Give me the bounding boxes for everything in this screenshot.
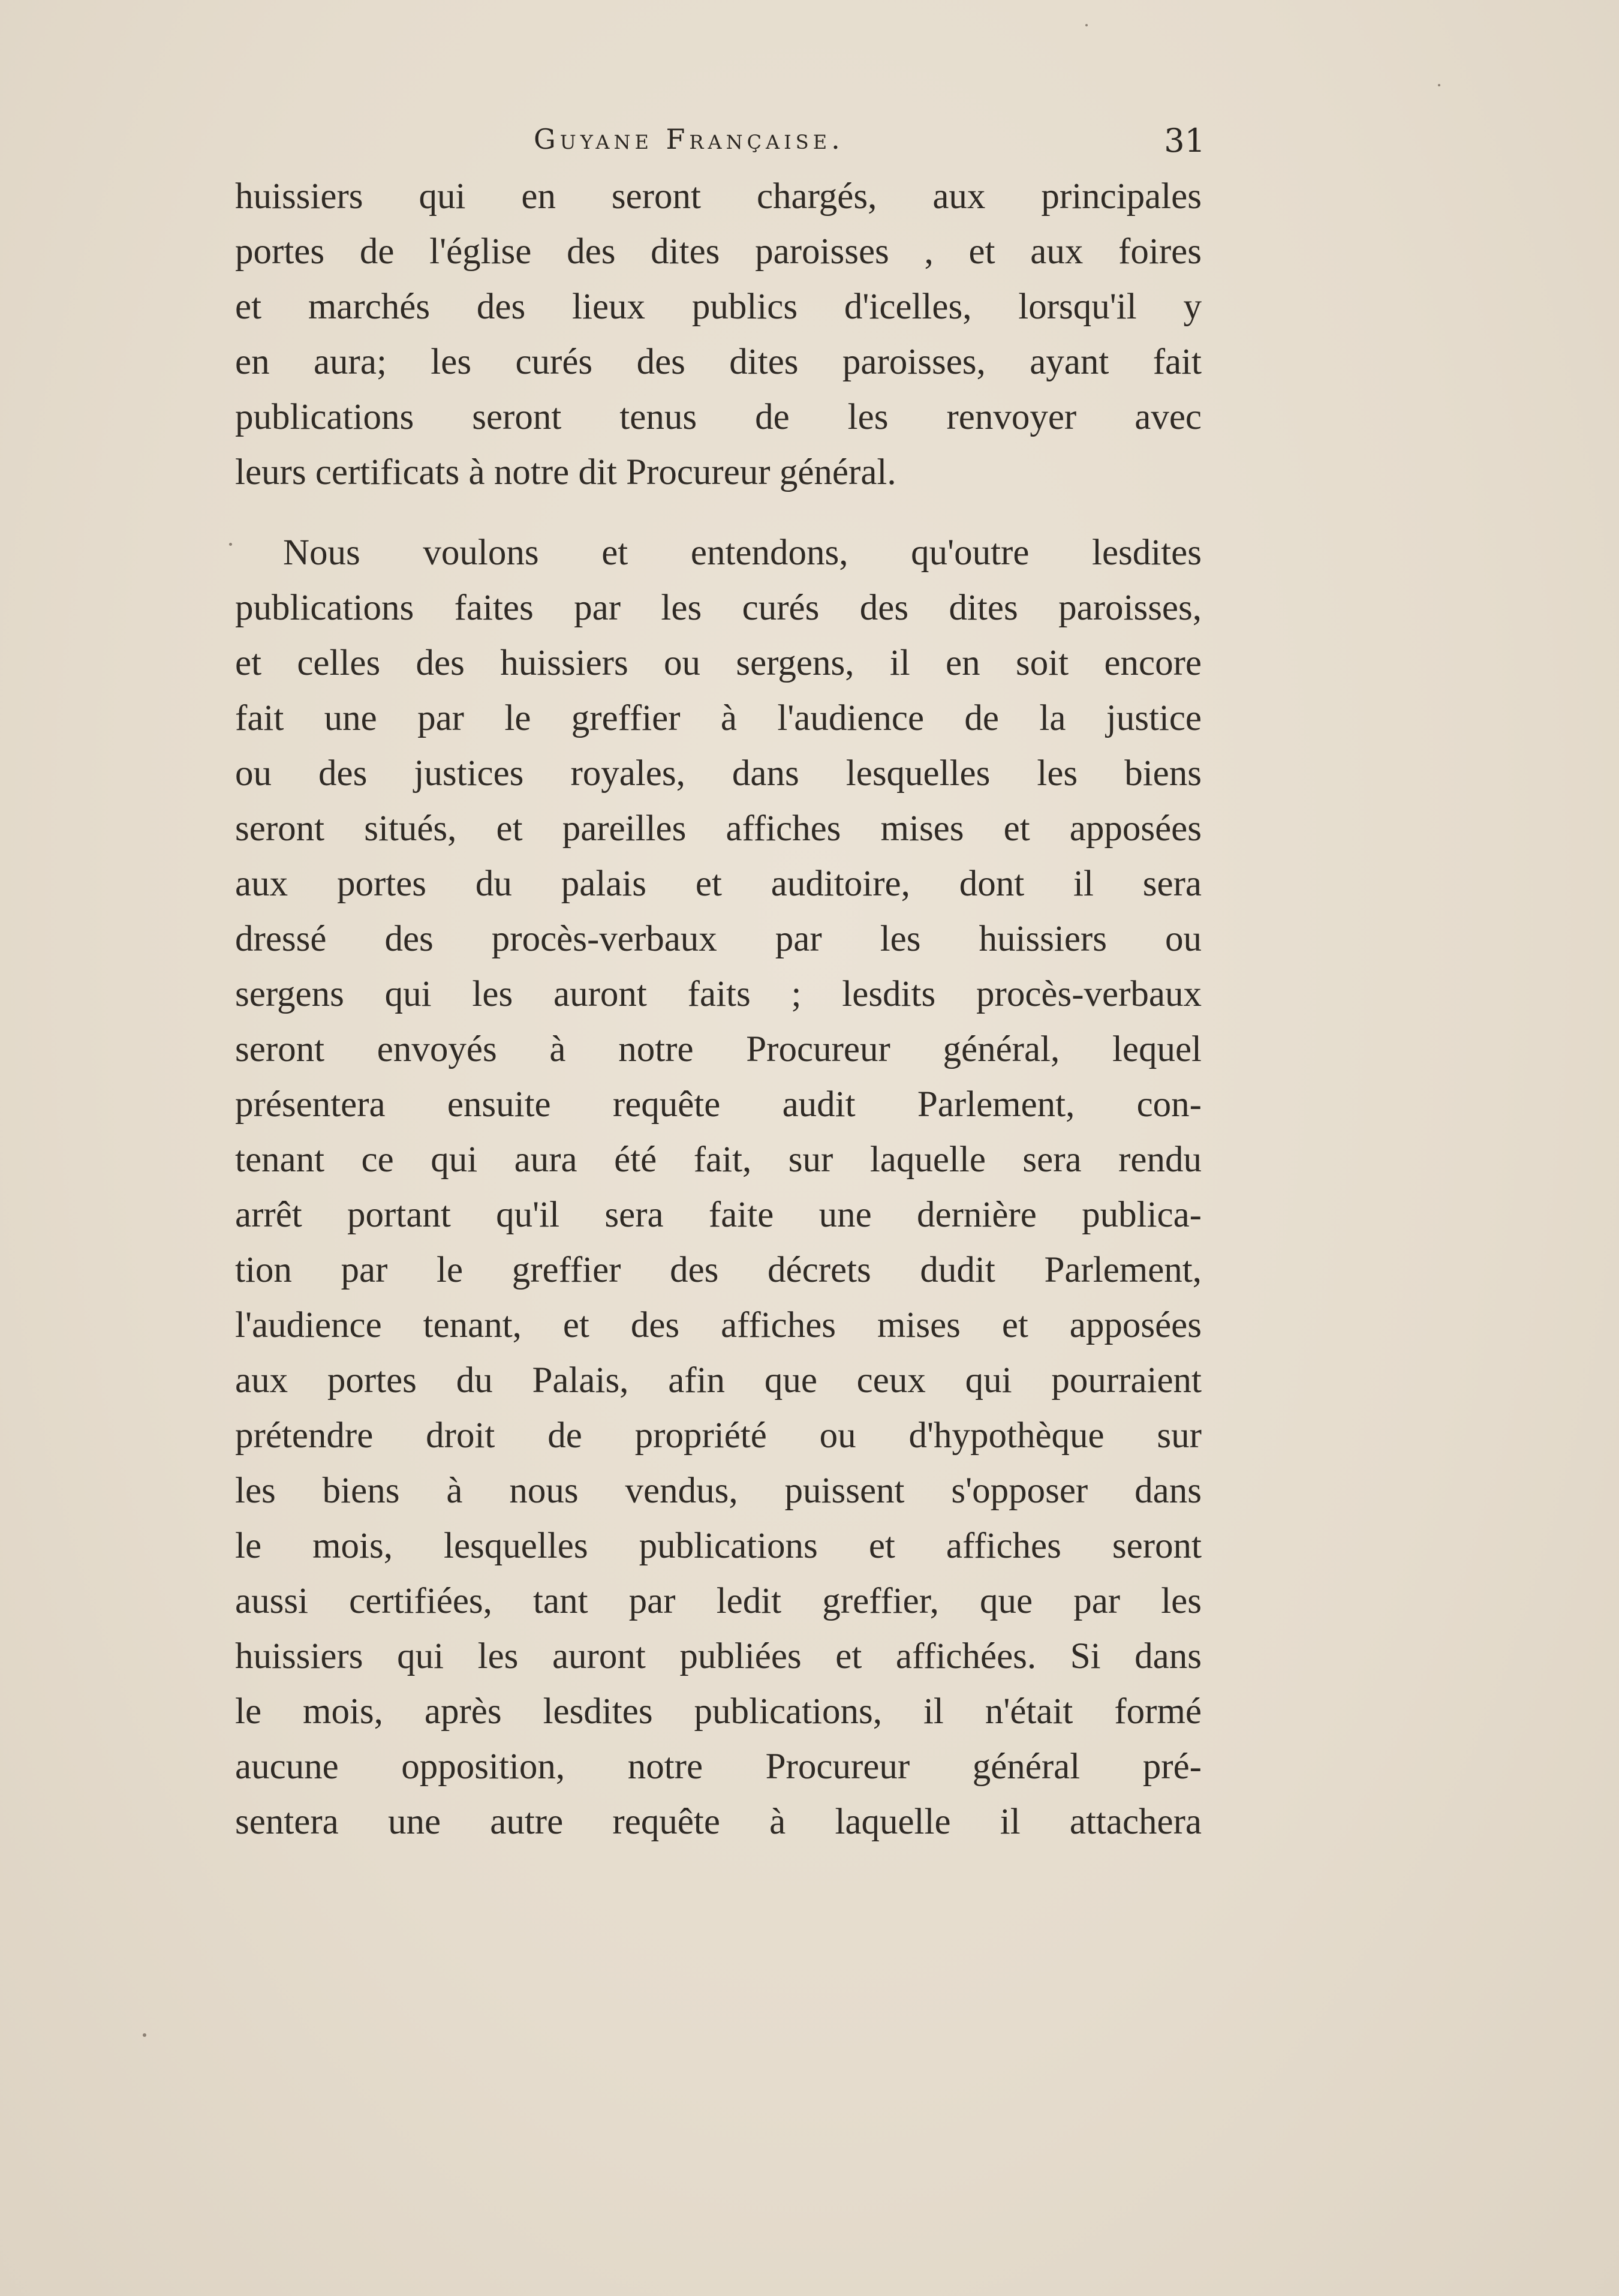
text-line: leurs certificats à notre dit Procureur général. (235, 452, 896, 492)
text-line: sergens qui les auront faits ; lesdits procès-verbaux (235, 974, 1202, 1014)
body-text (235, 169, 1202, 1850)
text-line: ou des justices royales, dans lesquelles les biens (235, 753, 1202, 794)
paper-speck (229, 543, 232, 546)
page-header (534, 123, 1205, 165)
text-line: seront envoyés à notre Procureur général, lequel (235, 1029, 1202, 1069)
paragraph-break (235, 500, 1202, 525)
running-title: Guyane Française. (534, 123, 844, 155)
text-line: aussi certifiées, tant par ledit greffier, que par les (235, 1581, 1202, 1621)
paper-speck (143, 2033, 146, 2037)
text-line: publications seront tenus de les renvoyer avec (235, 397, 1202, 437)
text-line: huissiers qui en seront chargés, aux principales (235, 176, 1202, 217)
paper-speck (1438, 84, 1440, 86)
text-line: dressé des procès-verbaux par les huissiers ou (235, 919, 1202, 959)
text-line: le mois, après lesdites publications, il n'était formé (235, 1691, 1202, 1732)
paper-speck (1085, 24, 1088, 26)
text-line: les biens à nous vendus, puissent s'opposer dans (235, 1471, 1202, 1511)
text-line: arrêt portant qu'il sera faite une dernière publica- (235, 1195, 1202, 1235)
text-line: prétendre droit de propriété ou d'hypothèque sur (235, 1416, 1202, 1456)
text-line: et celles des huissiers ou sergens, il en soit encore (235, 643, 1202, 683)
text-line: sentera une autre requête à laquelle il attachera (235, 1802, 1202, 1842)
text-line: l'audience tenant, et des affiches mises et apposées (235, 1305, 1202, 1345)
text-line: présentera ensuite requête audit Parlement, con- (235, 1084, 1202, 1125)
text-line: tenant ce qui aura été fait, sur laquelle sera rendu (235, 1140, 1202, 1180)
text-line: aucune opposition, notre Procureur général pré- (235, 1747, 1202, 1787)
text-line: aux portes du palais et auditoire, dont il sera (235, 864, 1202, 904)
text-line: tion par le greffier des décrets dudit Parlement, (235, 1250, 1202, 1290)
text-line: fait une par le greffier à l'audience de la justice (235, 698, 1202, 738)
text-line: huissiers qui les auront publiées et affichées. Si dans (235, 1636, 1202, 1676)
page-number: 31 (1164, 122, 1205, 160)
text-line: seront situés, et pareilles affiches mises et apposées (235, 809, 1202, 849)
text-line: aux portes du Palais, afin que ceux qui pourraient (235, 1360, 1202, 1401)
text-line: Nous voulons et entendons, qu'outre lesdites (283, 533, 1202, 573)
text-line: en aura; les curés des dites paroisses, ayant fait (235, 342, 1202, 382)
text-line: publications faites par les curés des dites paroisses, (235, 588, 1202, 628)
text-line: portes de l'église des dites paroisses , et aux foires (235, 232, 1202, 272)
text-line: et marchés des lieux publics d'icelles, lorsqu'il y (235, 287, 1202, 327)
text-line: le mois, lesquelles publications et affiches seront (235, 1526, 1202, 1566)
